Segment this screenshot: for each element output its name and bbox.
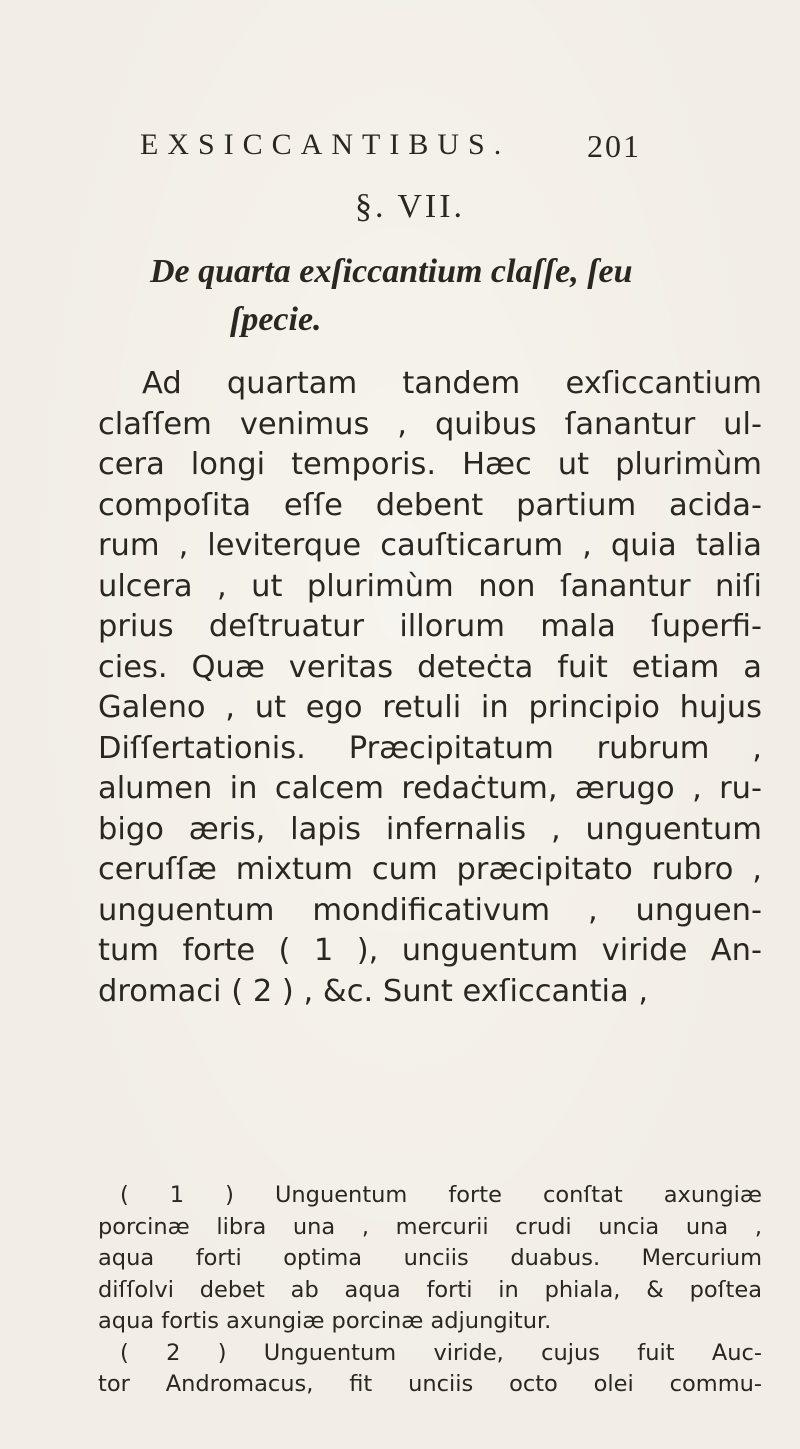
section-number: §. VII. [354,188,466,225]
body-line: cies. Quæ veritas deteċta fuit etiam a [98,649,762,685]
footnote-line: porcinæ libra una , mercurii crudi uncia una , [98,1213,762,1240]
body-line: unguentum mondificativum , unguen- [98,892,762,928]
body-line: bigo æris, lapis infernalis , unguentum [98,811,762,847]
body-line: prius deſtruatur illorum mala ſuperfi- [98,609,762,644]
section-title-line-1: De quarta exſiccantium claſſe, ſeu [150,253,633,290]
body-line: ulcera , ut plurimùm non ſanantur niſi [98,568,762,604]
footnotes [98,1180,762,1401]
body-line: cera longi temporis. Hæc ut plurimùm [98,447,762,482]
section-title [150,248,730,344]
footnote-line: aqua forti optima unciis duabus. Mercurium [98,1245,762,1271]
running-head [140,128,700,168]
body-line: claſſem venimus , quibus ſanantur ul- [98,406,762,442]
body-line: alumen in calcem redaċtum, ærugo , ru- [98,771,762,806]
body-line: ceruſſæ mixtum cum præcipitato rubro , [98,852,762,887]
body-line: Diſſertationis. Præcipitatum rubrum , [98,730,762,766]
section-title-line-2: ſpecie. [230,301,322,338]
footnote-line: diſſolvi debet ab aqua forti in phiala, & poſtea [98,1276,762,1303]
footnote-line: ( 1 ) Unguentum forte conſtat axungiæ [120,1182,762,1208]
body-line: tum forte ( 1 ), unguentum viride An- [98,933,762,968]
body-line: rum , leviterque cauſticarum , quia talia [98,528,762,563]
body-paragraph [98,364,762,1012]
footnote-line: tor Andromacus, fit unciis octo olei commu- [98,1371,762,1397]
body-line: Ad quartam tandem exſiccantium [142,366,762,401]
footnote-line: ( 2 ) Unguentum viride, cujus fuit Auc- [120,1339,762,1366]
body-line: compoſita eſſe debent partium acida- [98,487,762,523]
footnote-line: aqua fortis axungiæ porcinæ adjungitur. [98,1308,552,1334]
page-number: 201 [587,128,641,164]
running-head-title: EXSICCANTIBUS. [140,128,511,161]
body-line: dromaci ( 2 ) , &c. Sunt exſiccantia , [98,973,649,1009]
body-line: Galeno , ut ego retuli in principio hujus [98,690,762,725]
